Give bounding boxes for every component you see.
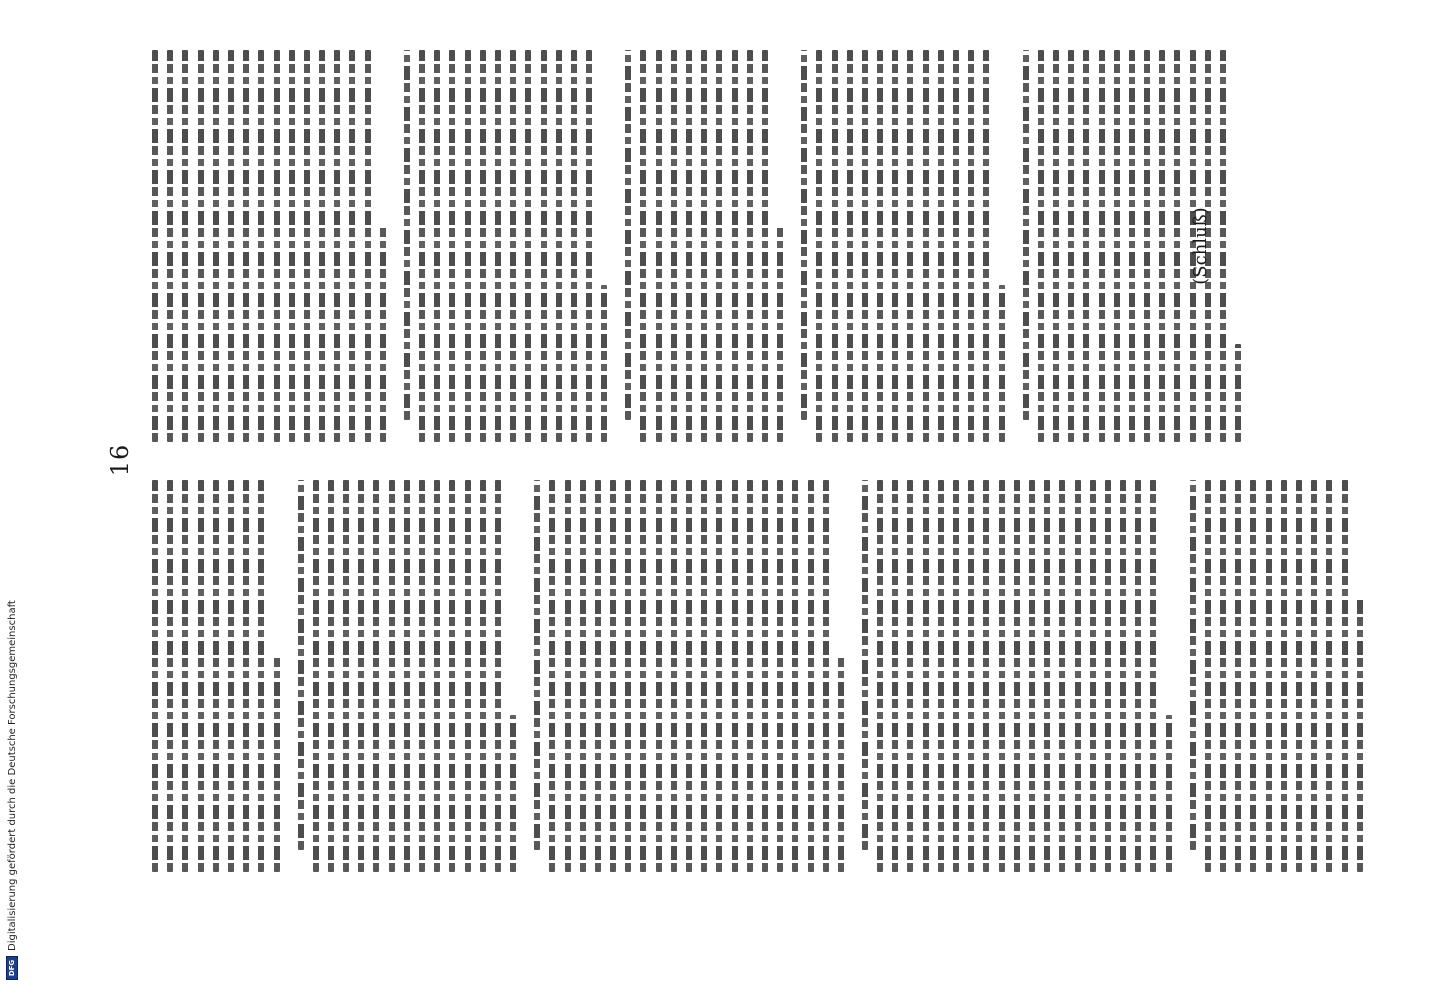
text-line — [404, 480, 410, 872]
text-line — [716, 480, 722, 872]
text-line — [373, 480, 379, 872]
text-line — [510, 715, 516, 872]
text-line — [968, 50, 974, 442]
text-line — [198, 480, 204, 872]
text-line — [358, 480, 364, 872]
text-line — [449, 480, 455, 872]
text-line — [877, 480, 883, 872]
text-line — [510, 50, 516, 442]
text-line — [541, 50, 547, 442]
text-line — [1114, 50, 1120, 442]
dfg-logo-icon: DFG — [6, 956, 18, 980]
text-line — [762, 50, 768, 442]
text-line — [1266, 480, 1272, 872]
text-line — [380, 226, 386, 442]
text-line — [389, 480, 395, 872]
text-line — [762, 480, 768, 872]
text-line — [274, 656, 280, 872]
text-line — [1296, 480, 1302, 872]
text-line — [595, 480, 601, 872]
text-line — [1174, 50, 1180, 442]
text-line — [907, 50, 913, 442]
closing-mark: (Schluß) — [1190, 207, 1211, 285]
text-line — [1144, 50, 1150, 442]
text-line — [334, 50, 340, 442]
text-line — [1342, 480, 1348, 872]
text-line — [1357, 598, 1363, 872]
text-line — [656, 50, 662, 442]
text-line — [1075, 480, 1081, 872]
text-line — [480, 50, 486, 442]
text-line — [625, 480, 631, 872]
text-line — [808, 480, 814, 872]
text-line — [434, 480, 440, 872]
text-line — [838, 656, 844, 872]
text-line — [1220, 50, 1226, 442]
text-line — [892, 480, 898, 872]
text-line — [801, 50, 807, 420]
scanned-page — [100, 40, 1360, 880]
text-line — [1120, 480, 1126, 872]
text-line — [304, 50, 310, 442]
text-line — [1059, 480, 1065, 872]
text-line — [601, 285, 607, 442]
text-line — [610, 480, 616, 872]
text-line — [152, 50, 158, 442]
text-line — [167, 50, 173, 442]
text-line — [732, 50, 738, 442]
text-line — [1159, 50, 1165, 442]
text-line — [1129, 50, 1135, 442]
text-line — [953, 50, 959, 442]
text-line — [243, 50, 249, 442]
text-column-right — [152, 50, 1250, 442]
text-line — [777, 226, 783, 442]
text-line — [1326, 480, 1332, 872]
text-line — [747, 50, 753, 442]
text-line — [701, 480, 707, 872]
text-line — [923, 50, 929, 442]
text-line — [198, 50, 204, 442]
text-line — [167, 480, 173, 872]
text-line — [983, 480, 989, 872]
text-line — [1099, 50, 1105, 442]
text-line — [1220, 480, 1226, 872]
text-line — [213, 480, 219, 872]
text-line — [907, 480, 913, 872]
text-line — [328, 480, 334, 872]
text-line — [1205, 480, 1211, 872]
text-line — [580, 480, 586, 872]
text-line — [1166, 715, 1172, 872]
text-line — [1014, 480, 1020, 872]
text-line — [1311, 480, 1317, 872]
text-line — [862, 50, 868, 442]
text-line — [671, 50, 677, 442]
text-line — [549, 480, 555, 872]
text-line — [480, 480, 486, 872]
text-line — [182, 480, 188, 872]
text-column-left — [152, 480, 1372, 872]
text-line — [1105, 480, 1111, 872]
text-line — [1083, 50, 1089, 442]
text-line — [892, 50, 898, 442]
text-line — [1235, 344, 1241, 442]
text-line — [289, 50, 295, 442]
text-line — [228, 480, 234, 872]
text-line — [877, 50, 883, 442]
text-line — [274, 50, 280, 442]
text-line — [565, 480, 571, 872]
text-line — [365, 50, 371, 442]
text-line — [449, 50, 455, 442]
text-line — [701, 50, 707, 442]
text-line — [258, 480, 264, 872]
text-line — [1135, 480, 1141, 872]
text-line — [243, 480, 249, 872]
text-line — [671, 480, 677, 872]
text-line — [656, 480, 662, 872]
text-line — [816, 50, 822, 442]
text-line — [747, 480, 753, 872]
text-line — [1281, 480, 1287, 872]
text-line — [465, 480, 471, 872]
text-line — [534, 480, 540, 850]
text-line — [1029, 480, 1035, 872]
text-line — [777, 480, 783, 872]
text-line — [349, 50, 355, 442]
text-line — [404, 50, 410, 420]
text-line — [586, 50, 592, 442]
text-line — [823, 480, 829, 872]
text-line — [152, 480, 158, 872]
text-line — [953, 480, 959, 872]
text-line — [999, 480, 1005, 872]
text-line — [419, 50, 425, 442]
text-line — [258, 50, 264, 442]
text-line — [1235, 480, 1241, 872]
text-line — [1053, 50, 1059, 442]
text-line — [1250, 480, 1256, 872]
text-line — [968, 480, 974, 872]
text-line — [732, 480, 738, 872]
text-line — [640, 480, 646, 872]
text-line — [923, 480, 929, 872]
text-line — [1068, 50, 1074, 442]
text-line — [1023, 50, 1029, 420]
text-line — [686, 50, 692, 442]
text-line — [686, 480, 692, 872]
text-line — [640, 50, 646, 442]
text-line — [1190, 480, 1196, 850]
text-line — [999, 285, 1005, 442]
scanned-page-area — [100, 40, 1360, 880]
text-line — [228, 50, 234, 442]
text-line — [571, 50, 577, 442]
text-line — [938, 480, 944, 872]
text-line — [313, 480, 319, 872]
text-line — [1044, 480, 1050, 872]
text-line — [625, 50, 631, 420]
text-line — [862, 480, 868, 850]
text-line — [182, 50, 188, 442]
text-line — [716, 50, 722, 442]
text-line — [495, 480, 501, 872]
text-line — [465, 50, 471, 442]
text-line — [213, 50, 219, 442]
text-line — [832, 50, 838, 442]
text-line — [434, 50, 440, 442]
text-line — [556, 50, 562, 442]
text-line — [1090, 480, 1096, 872]
text-line — [525, 50, 531, 442]
text-line — [419, 480, 425, 872]
text-line — [298, 480, 304, 850]
text-line — [343, 480, 349, 872]
text-line — [792, 480, 798, 872]
text-line — [1038, 50, 1044, 442]
page-number: 16 — [106, 443, 134, 477]
text-line — [938, 50, 944, 442]
text-line — [1150, 480, 1156, 872]
text-line — [319, 50, 325, 442]
text-line — [495, 50, 501, 442]
text-line — [847, 50, 853, 442]
watermark-text: Digitalisierung gefördert durch die Deutsche Forschungsgemeinschaft — [6, 600, 18, 951]
text-line — [983, 50, 989, 442]
digitization-watermark — [6, 592, 18, 992]
